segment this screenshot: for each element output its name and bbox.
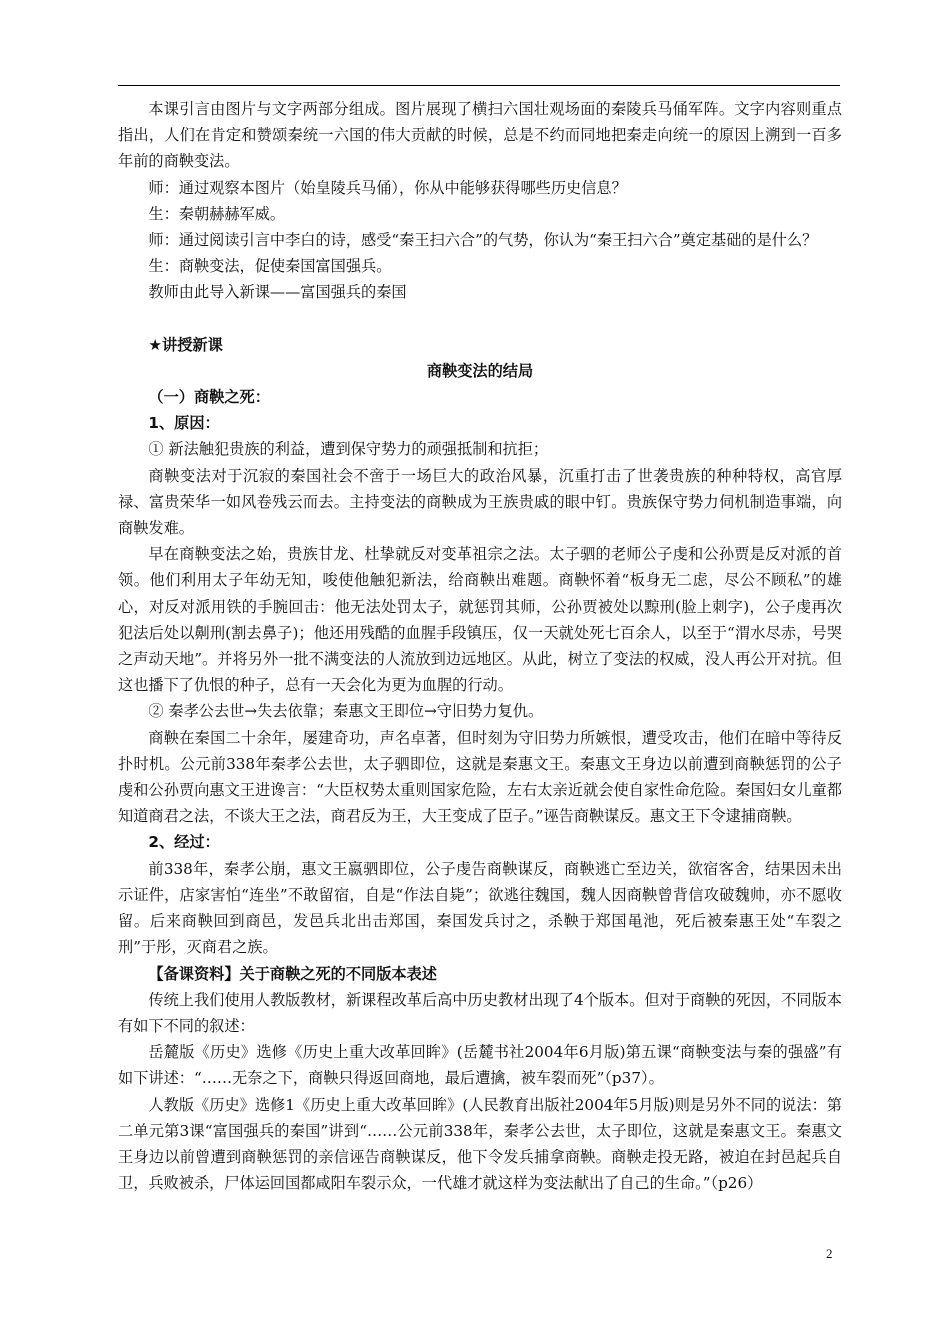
lesson-title: 商鞅变法的结局 — [426, 361, 534, 380]
teacher-question-2: 师：通过阅读引言中李白的诗，感受“秦王扫六合”的气势，你认为“秦王扫六合”奠定基础的是什么？ — [148, 231, 818, 250]
lesson-intro-line: 教师由此导入新课——富国强兵的秦国 — [148, 283, 407, 302]
material-paragraph-2: 岳麓版《历史》选修《历史上重大改革回眸》(岳麓书社2004年6月版)第五课“商鞅变法与秦的强盛”有如下讲述：“……无奈之下，商鞅只得返回商地，最后遭擒，被车裂而死”（p37）。 — [118, 1043, 842, 1088]
reason-detail-2: 早在商鞅变法之始，贵族甘龙、杜挚就反对变革祖宗之法。太子驷的老师公子虔和公孙贾是反对派的首领。他们利用太子年幼无知，唆使他触犯新法，给商鞅出难题。商鞅怀着“板身无二虑，尽公不顾私”的雄心，对反对派用铁的手腕回击：他无法处罚太子，就惩罚其师，公孙贾被处以黥刑(脸上刺字)，公子虔再次犯法后处以劓刑(割去鼻子)；他还用残酷的血腥手段镇压，仅一天就处死七百余人，以至于“渭水尽赤，号哭之声动天地”。并将另外一批不满变法的人流放到边远地区。从此，树立了变法的权威，没人再公开对抗。但这也播下了仇恨的种子，总有一天会化为更为血腥的行动。 — [118, 545, 842, 695]
page-number: 2 — [826, 1246, 833, 1261]
material-paragraph-3: 人教版《历史》选修1《历史上重大改革回眸》(人民教育出版社2004年5月版)则是另外不同的说法：第二单元第3课“富国强兵的秦国”讲到“……公元前338年，秦孝公去世，太子即位，这就是秦惠文王。秦惠文王身边以前曾遭到商鞅惩罚的亲信诬告商鞅谋反，他下令发兵捕拿商鞅。商鞅走投无路，被迫在封邑起兵自卫，兵败被杀，尸体运回国都咸阳车裂示众，一代雄才就这样为变法献出了自己的生命。”（p26） — [118, 1095, 842, 1193]
student-answer-2: 生：商鞅变法，促使秦国富国强兵。 — [148, 257, 392, 276]
reason-detail-1: 商鞅变法对于沉寂的秦国社会不啻于一场巨大的政治风暴，沉重打击了世袭贵族的种种特权，高官厚禄、富贵荣华一如风卷残云而去。主持变法的商鞅成为王族贵戚的眼中钉。贵族保守势力伺机制造事端，向商鞅发难。 — [118, 466, 842, 538]
intro-paragraph: 本课引言由图片与文字两部分组成。图片展现了横扫六国壮观场面的秦陵兵马俑军阵。文字内容则重点指出，人们在肯定和赞颂秦统一六国的伟大贡献的时候，总是不约而同地把秦走向统一的原因上溯到一百多年前的商鞅变法。 — [118, 100, 842, 171]
process-heading: 2、经过： — [148, 833, 220, 852]
teacher-question-1: 师：通过观察本图片（始皇陵兵马俑），你从中能够获得哪些历史信息？ — [148, 178, 627, 197]
document-body — [118, 96, 842, 1196]
reason-point-2: ② 秦孝公去世→失去依靠；秦惠文王即位→守旧势力复仇。 — [148, 702, 544, 721]
reason-heading: 1、原因： — [148, 414, 220, 433]
student-answer-1: 生：秦朝赫赫军威。 — [148, 204, 286, 223]
process-detail: 前338年，秦孝公崩，惠文王嬴驷即位，公子虔告商鞅谋反，商鞅逃亡至边关，欲宿客舍，结果因未出示证件，店家害怕“连坐”不敢留宿，自是“作法自毙”；欲逃往魏国，魏人因商鞅曾背信攻破魏帅，亦不愿收留。后来商鞅回到商邑，发邑兵北出击郑国，秦国发兵讨之，杀鞅于郑国黾池，死后被秦惠王处“车裂之刑”于彤，灭商君之族。 — [118, 859, 842, 957]
section-heading: ★讲授新课 — [148, 335, 223, 354]
material-heading: 【备课资料】关于商鞅之死的不同版本表述 — [148, 964, 437, 983]
reason-point-1: ① 新法触犯贵族的利益，遭到保守势力的顽强抵制和抗拒； — [148, 440, 549, 459]
material-paragraph-1: 传统上我们使用人教版教材，新课程改革后高中历史教材出现了4个版本。但对于商鞅的死因，不同版本有如下不同的叙述： — [118, 990, 842, 1035]
reason-detail-3: 商鞅在秦国二十余年，屡建奇功，声名卓著，但时刻为守旧势力所嫉恨，遭受攻击，他们在暗中等待反扑时机。公元前338年秦孝公去世，太子驷即位，这就是秦惠文王。秦惠文王身边以前遭到商鞅惩罚的公子虔和公孙贾向惠文王进谗言：“大臣权势太重则国家危险，左右太亲近就会使自家性命危险。秦国妇女儿童都知道商君之法，不谈大王之法，商君反为王，大王变成了臣子。”诬告商鞅谋反。惠文王下令逮捕商鞅。 — [118, 728, 842, 826]
header-rule — [118, 85, 840, 86]
subsection-heading: （一）商鞅之死： — [148, 388, 270, 407]
blank-line — [118, 306, 842, 332]
